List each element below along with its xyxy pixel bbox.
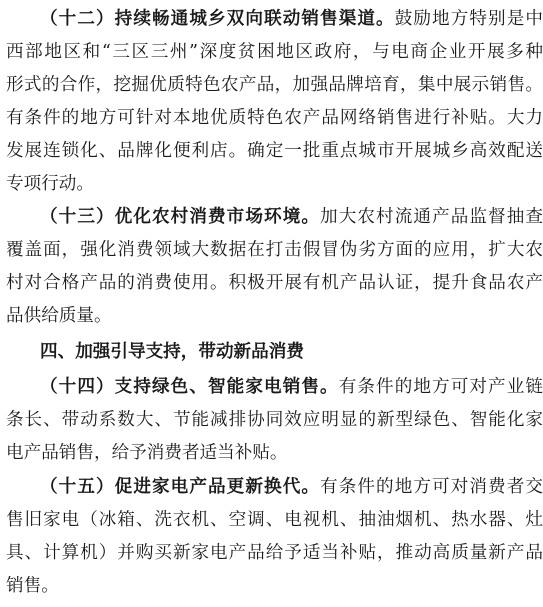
paragraph-line: 条长、带动系数大、节能减排协同效应明显的新型绿色、智能化家 <box>6 410 543 430</box>
paragraph-line: 有条件的地方可针对本地优质特色农产品网络销售进行补贴。大力 <box>6 108 543 128</box>
paragraph-line <box>40 4 543 34</box>
paragraph-text: 加大农村流通产品监督抽查 <box>320 207 543 227</box>
paragraph-line: 品供给质量。 <box>6 306 112 326</box>
section-heading: （十五）促进家电产品更新换代。 <box>40 476 321 497</box>
paragraph-line <box>40 202 543 232</box>
paragraph-line <box>40 372 543 402</box>
paragraph-line: 具、计算机）并购买新家电产品给予适当补贴，推动高质量新产品 <box>6 543 543 563</box>
section-heading: （十二）持续畅通城乡双向联动销售渠道。 <box>40 8 395 29</box>
paragraph-line: 村对合格产品的消费使用。积极开展有机产品认证，提升食品农产 <box>6 273 543 293</box>
paragraph-line: 西部地区和“三区三州”深度贫困地区政府，与电商企业开展多种 <box>6 42 543 62</box>
paragraph-text: 鼓励地方特别是中 <box>394 9 543 29</box>
section-heading: （十三）优化农村消费市场环境。 <box>40 206 321 227</box>
paragraph-line: 售旧家电（冰箱、洗衣机、空调、电视机、抽油烟机、热水器、灶 <box>6 510 543 530</box>
chapter-heading: 四、加强引导支持，带动新品消费 <box>40 342 304 362</box>
paragraph-line: 发展连锁化、品牌化便利店。确定一批重点城市开展城乡高效配送 <box>6 141 543 161</box>
paragraph-text: 有条件的地方可对产业链 <box>338 377 543 397</box>
paragraph-line: 形式的合作，挖掘优质特色农产品，加强品牌培育，集中展示销售。 <box>6 75 543 95</box>
paragraph-line <box>40 472 543 502</box>
paragraph-line: 专项行动。 <box>6 174 94 194</box>
paragraph-line: 电产品销售，给予消费者适当补贴。 <box>6 443 288 463</box>
section-heading: （十四）支持绿色、智能家电销售。 <box>40 376 339 397</box>
paragraph-line: 覆盖面，强化消费领域大数据在打击假冒伪劣方面的应用，扩大农 <box>6 240 543 260</box>
paragraph-text: 有条件的地方可对消费者交 <box>320 477 543 497</box>
paragraph-line: 销售。 <box>6 576 59 596</box>
